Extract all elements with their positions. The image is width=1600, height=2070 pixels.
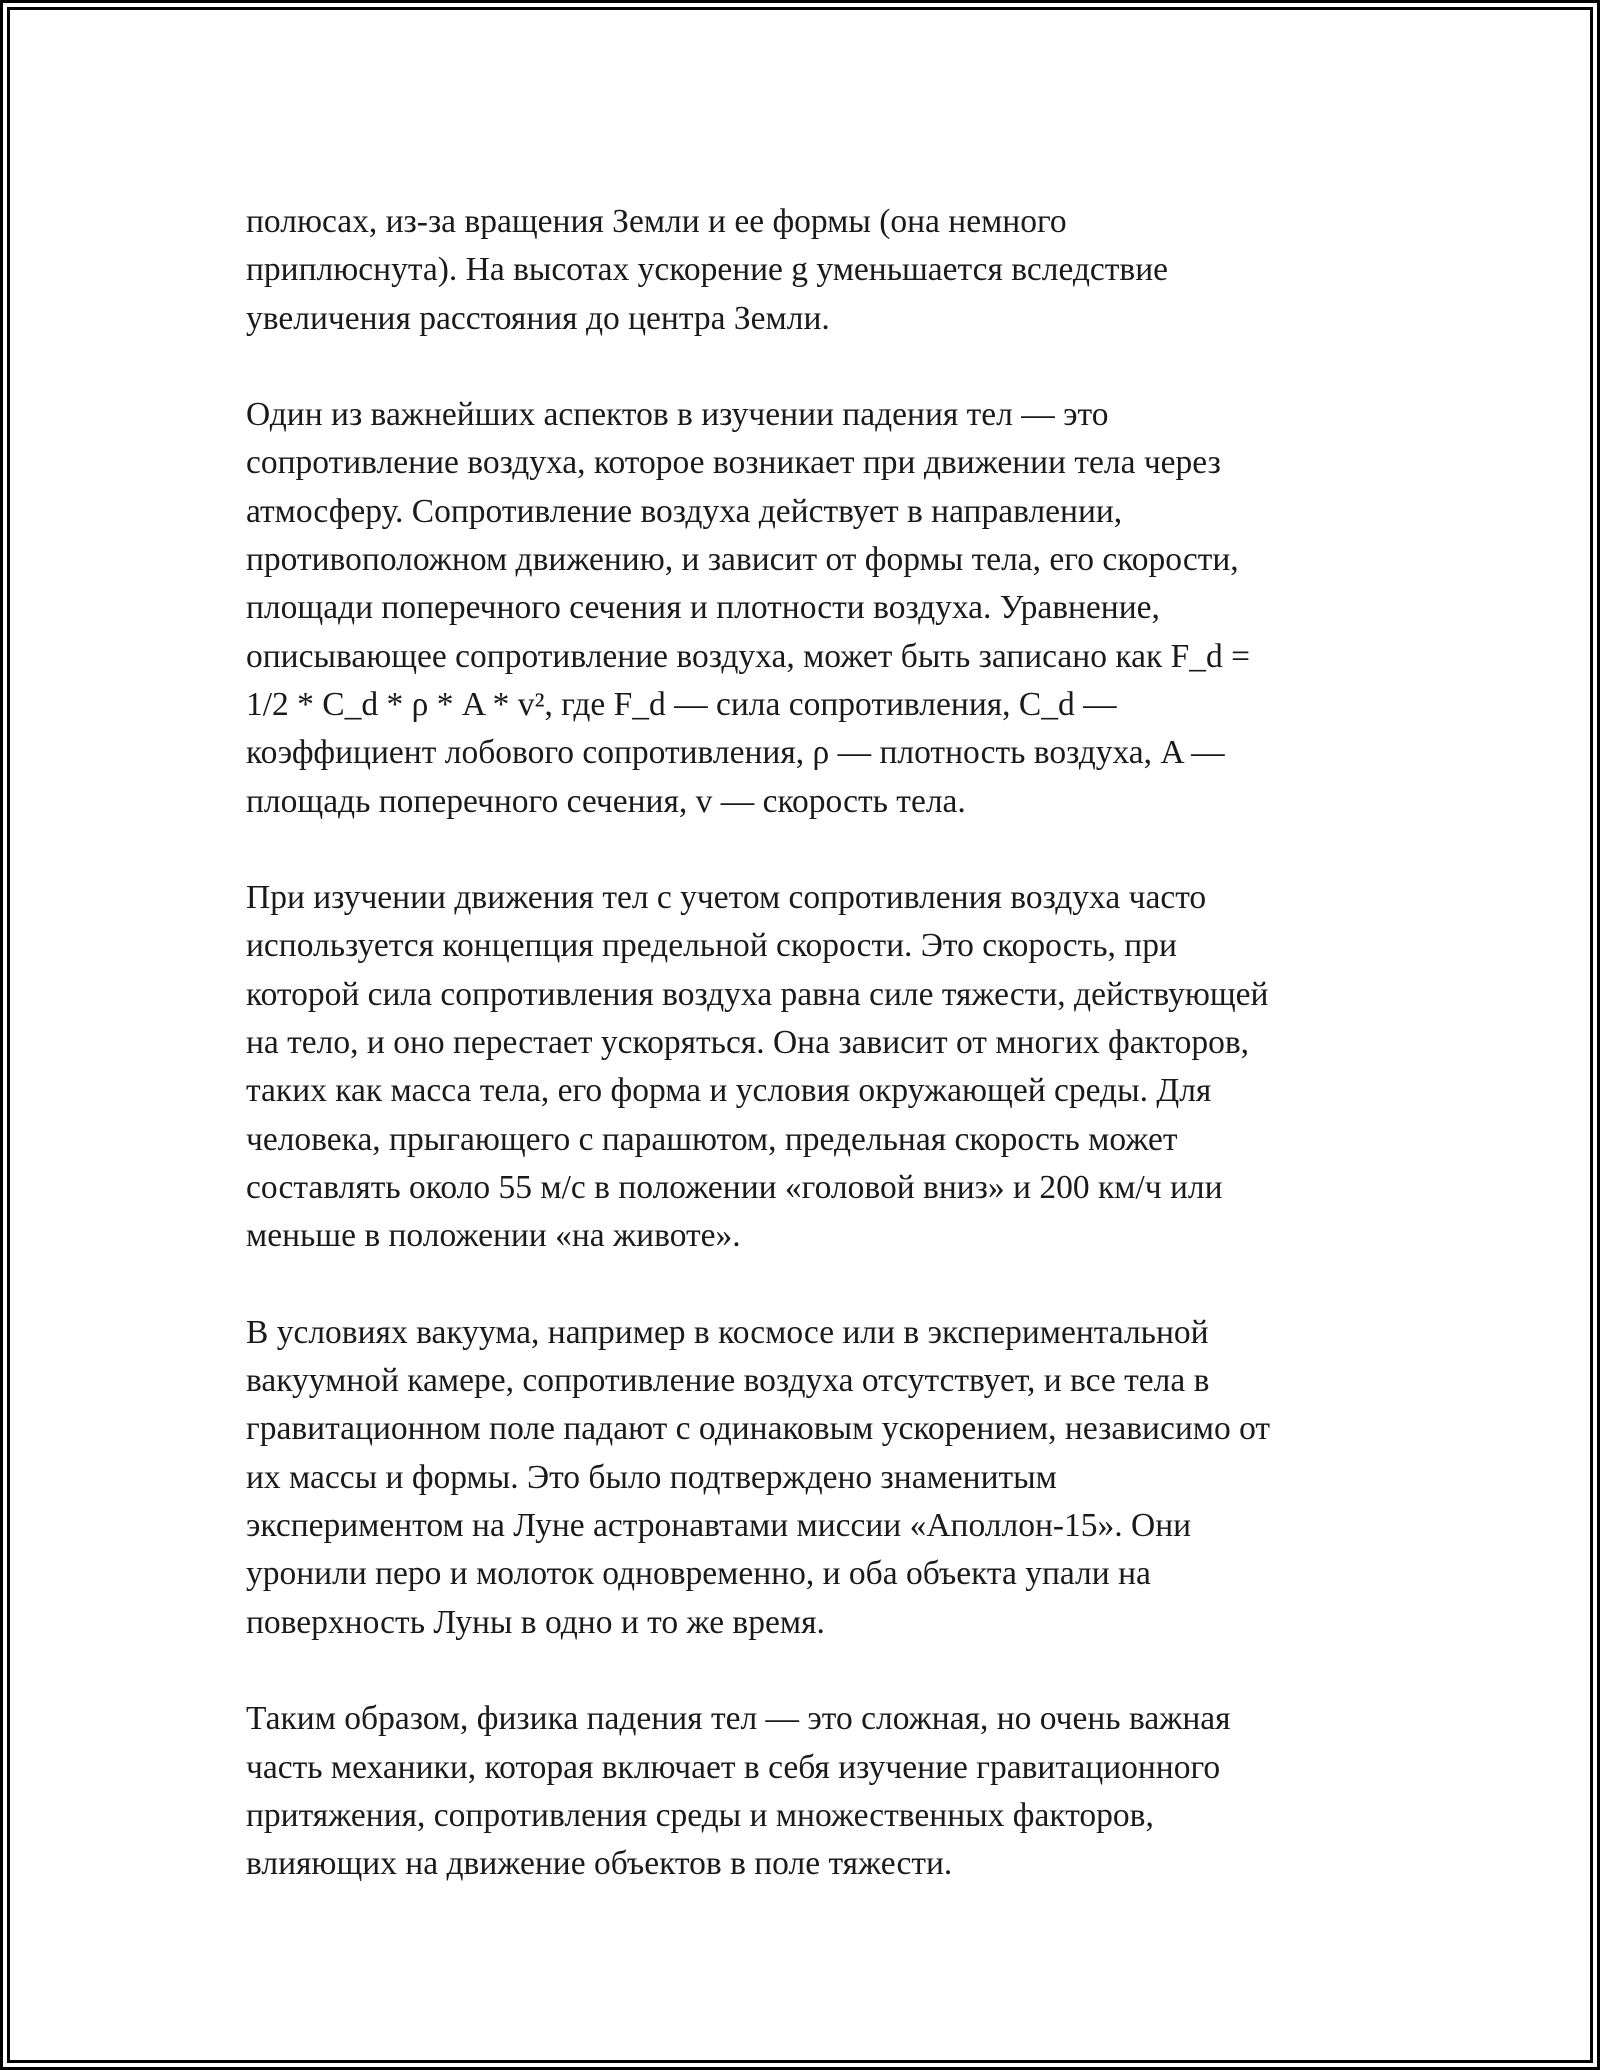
text-line: экспериментом на Луне астронавтами миссии «Аполлон-15». Они — [246, 1507, 1192, 1545]
paragraph-4 — [246, 1309, 1406, 1647]
text-line: 1/2 * C_d * ρ * A * v², где F_d — сила сопротивления, C_d — — [246, 685, 1117, 723]
text-line: часть механики, которая включает в себя изучение гравитационного — [246, 1748, 1221, 1786]
text-line: коэффициент лобового сопротивления, ρ — плотность воздуха, A — — [246, 734, 1225, 772]
text-line: описывающее сопротивление воздуха, может быть записано как F_d = — [246, 637, 1251, 675]
text-line: используется концепция предельной скорости. Это скорость, при — [246, 927, 1177, 965]
text-line: на тело, и оно перестает ускоряться. Она зависит от многих факторов, — [246, 1024, 1250, 1062]
text-line: приплюснута). На высотах ускорение g уменьшается вследствие — [246, 251, 1169, 289]
text-line: уронили перо и молоток одновременно, и оба объекта упали на — [246, 1555, 1151, 1593]
text-line: противоположном движению, и зависит от формы тела, его скорости, — [246, 541, 1239, 579]
text-line: увеличения расстояния до центра Земли. — [246, 299, 830, 337]
text-line: влияющих на движение объектов в поле тяжести. — [246, 1845, 953, 1883]
paragraph-1 — [246, 198, 1406, 343]
text-line: сопротивление воздуха, которое возникает при движении тела через — [246, 444, 1221, 482]
text-line: полюсах, из-за вращения Земли и ее формы (она немного — [246, 203, 1067, 240]
paragraph-5 — [246, 1695, 1406, 1888]
text-line: таких как масса тела, его форма и условия окружающей среды. Для — [246, 1072, 1212, 1110]
text-line: Один из важнейших аспектов в изучении падения тел — это — [246, 396, 1109, 434]
text-line: человека, прыгающего с парашютом, предельная скорость может — [246, 1120, 1178, 1158]
text-line: атмосферу. Сопротивление воздуха действует в направлении, — [246, 492, 1123, 530]
text-line: составлять около 55 м/с в положении «головой вниз» и 200 км/ч или — [246, 1168, 1223, 1206]
text-line: притяжения, сопротивления среды и множественных факторов, — [246, 1796, 1154, 1834]
text-line: При изучении движения тел с учетом сопротивления воздуха часто — [246, 879, 1207, 917]
text-line: площади поперечного сечения и плотности воздуха. Уравнение, — [246, 589, 1160, 627]
text-line: В условиях вакуума, например в космосе или в экспериментальной — [246, 1313, 1209, 1351]
text-line: их массы и формы. Это было подтверждено знаменитым — [246, 1458, 1057, 1496]
text-line: площадь поперечного сечения, v — скорость тела. — [246, 782, 966, 820]
document-body — [246, 198, 1406, 1937]
text-line: гравитационном поле падают с одинаковым ускорением, независимо от — [246, 1410, 1271, 1448]
text-line: меньше в положении «на животе». — [246, 1217, 741, 1255]
text-line: которой сила сопротивления воздуха равна силе тяжести, действующей — [246, 975, 1269, 1013]
text-line: вакуумной камере, сопротивление воздуха отсутствует, и все тела в — [246, 1362, 1210, 1400]
text-line: поверхность Луны в одно и то же время. — [246, 1603, 825, 1641]
text-line: Таким образом, физика падения тел — это сложная, но очень важная — [246, 1700, 1231, 1738]
paragraph-3 — [246, 874, 1406, 1260]
paragraph-2 — [246, 391, 1406, 826]
